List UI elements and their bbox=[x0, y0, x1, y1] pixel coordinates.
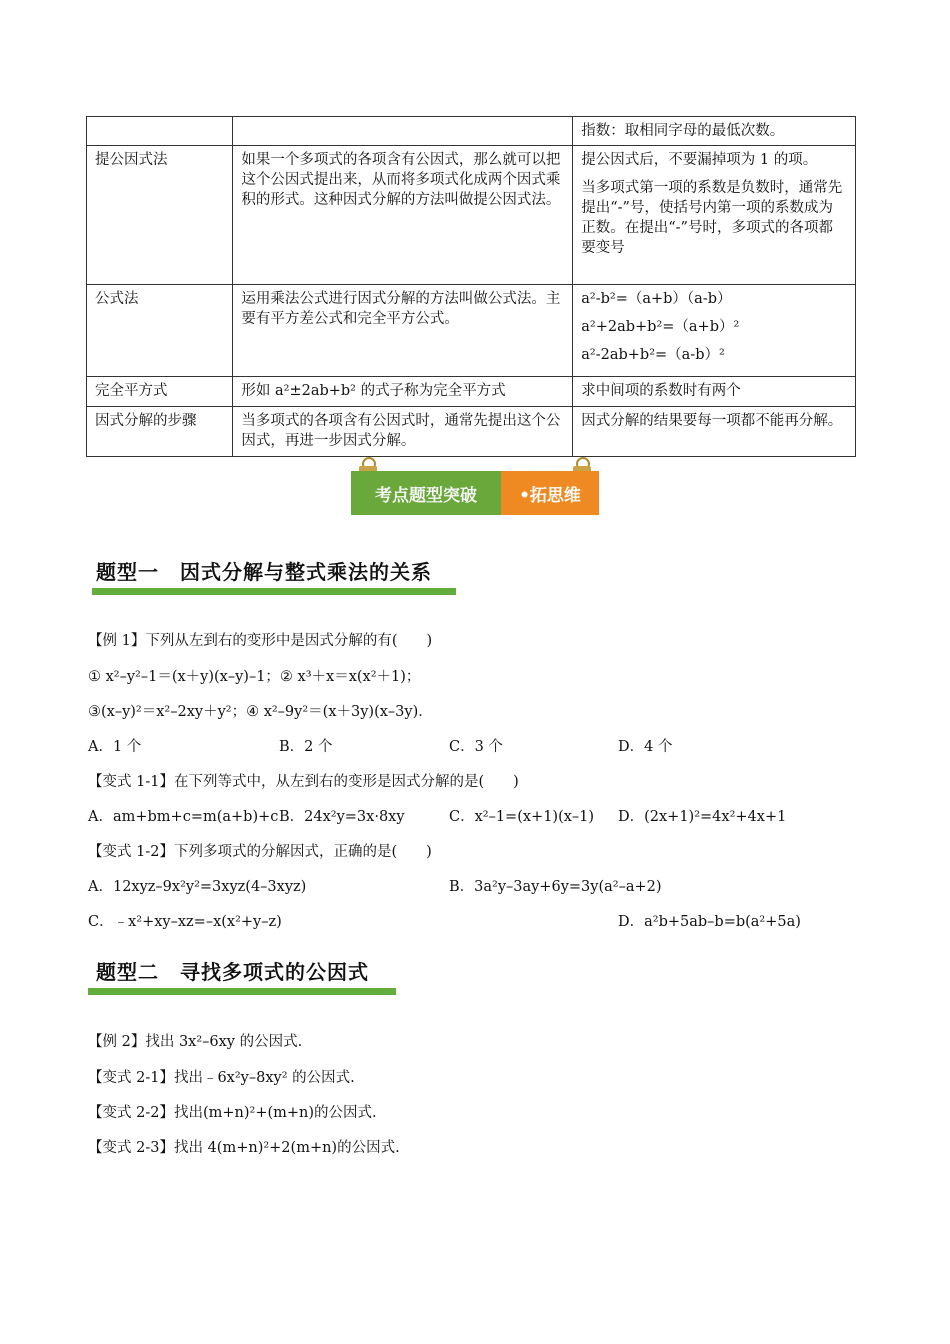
variant-question: 【变式 2-2】找出(m+n)²+(m+n)的公因式. bbox=[88, 1105, 377, 1121]
example-question: 【例 1】下列从左到右的变形中是因式分解的有( ) bbox=[88, 633, 433, 649]
section-banner bbox=[351, 457, 599, 519]
answer-option: D．(2x+1)²=4x²+4x+1 bbox=[618, 809, 787, 825]
method-definition: 运用乘法公式进行因式分解的方法叫做公式法。主要有平方差公式和完全平方公式。 bbox=[241, 291, 561, 327]
method-name: 因式分解的步骤 bbox=[95, 413, 197, 429]
method-note: 提公因式后，不要漏掉项为 1 的项。 bbox=[581, 152, 818, 168]
cell-text: 指数：取相同字母的最低次数。 bbox=[581, 123, 785, 139]
table-cell bbox=[573, 377, 856, 407]
variant-question: 【变式 1-2】下列多项式的分解因式，正确的是( ) bbox=[88, 844, 432, 860]
method-note: 求中间项的系数时有两个 bbox=[581, 383, 741, 399]
table-row bbox=[87, 285, 856, 377]
table-cell bbox=[573, 407, 856, 457]
answer-option: C．x²–1=(x+1)(x–1) bbox=[449, 809, 595, 825]
table-cell bbox=[573, 146, 856, 285]
table-row bbox=[87, 117, 856, 146]
table-cell bbox=[87, 146, 233, 285]
table-cell bbox=[87, 285, 233, 377]
table-cell bbox=[233, 146, 573, 285]
answer-option: A．am+bm+c=m(a+b)+c bbox=[88, 809, 279, 825]
formula: a²-b²=（a+b）（a-b） bbox=[581, 291, 732, 307]
question-items: ① x²–y²–1＝(x＋y)(x–y)–1；② x³＋x＝x(x²＋1)； bbox=[88, 669, 421, 685]
answer-option: B．3a²y–3ay+6y=3y(a²–a+2) bbox=[449, 879, 662, 895]
table-cell bbox=[87, 377, 233, 407]
method-name: 完全平方式 bbox=[95, 383, 168, 399]
table-row bbox=[87, 146, 856, 285]
table-cell bbox=[573, 285, 856, 377]
example-question: 【例 2】找出 3x²–6xy 的公因式. bbox=[88, 1034, 303, 1050]
section-title: 题型二 寻找多项式的公因式 bbox=[96, 960, 369, 984]
answer-option: B．24x²y=3x·8xy bbox=[279, 809, 405, 825]
method-definition: 当多项式的各项含有公因式时，通常先提出这个公因式，再进一步因式分解。 bbox=[241, 413, 561, 449]
table-cell bbox=[233, 117, 573, 146]
method-definition: 形如 a²±2ab+b² 的式子称为完全平方式 bbox=[241, 383, 506, 399]
formula: a²+2ab+b²=（a+b）² bbox=[581, 319, 740, 335]
section-title: 题型一 因式分解与整式乘法的关系 bbox=[96, 560, 432, 584]
table-cell bbox=[87, 407, 233, 457]
answer-option: B．2 个 bbox=[279, 739, 333, 755]
table-cell bbox=[233, 377, 573, 407]
variant-question: 【变式 2-3】找出 4(m+n)²+2(m+n)的公因式. bbox=[88, 1140, 400, 1156]
section-underline bbox=[88, 988, 396, 995]
table-cell bbox=[573, 117, 856, 146]
method-name: 公式法 bbox=[95, 291, 139, 307]
answer-option: A．1 个 bbox=[88, 739, 142, 755]
answer-option: C．3 个 bbox=[449, 739, 503, 755]
variant-question: 【变式 1-1】在下列等式中，从左到右的变形是因式分解的是( ) bbox=[88, 774, 519, 790]
question-items: ③(x–y)²＝x²–2xy＋y²；④ x²–9y²＝(x＋3y)(x–3y)． bbox=[88, 704, 433, 720]
variant-question: 【变式 2-1】找出﹣6x²y–8xy² 的公因式. bbox=[88, 1070, 355, 1086]
table-row bbox=[87, 377, 856, 407]
answer-option: A．12xyz–9x²y²=3xyz(4–3xyz) bbox=[88, 879, 307, 895]
section-underline bbox=[92, 588, 456, 595]
table-cell bbox=[87, 117, 233, 146]
formula: a²-2ab+b²=（a-b）² bbox=[581, 347, 725, 363]
method-note: 当多项式第一项的系数是负数时，通常先提出“-”号，使括号内第一项的系数成为正数。在提出“-”号时，多项式的各项都要变号 bbox=[581, 180, 843, 256]
table-cell bbox=[233, 285, 573, 377]
banner-subtitle: •拓思维 bbox=[501, 471, 599, 515]
banner-title: 考点题型突破 bbox=[351, 471, 501, 515]
answer-option: D．a²b+5ab–b=b(a²+5a) bbox=[618, 914, 801, 930]
method-definition: 如果一个多项式的各项含有公因式，那么就可以把这个公因式提出来，从而将多项式化成两个因式乘积的形式。这种因式分解的方法叫做提公因式法。 bbox=[241, 152, 561, 208]
method-name: 提公因式法 bbox=[95, 152, 168, 168]
table-row bbox=[87, 407, 856, 457]
method-note: 因式分解的结果要每一项都不能再分解。 bbox=[581, 413, 843, 429]
table-cell bbox=[233, 407, 573, 457]
summary-table bbox=[86, 116, 856, 457]
answer-option: C．﹣x²+xy–xz=–x(x²+y–z) bbox=[88, 914, 282, 930]
answer-option: D．4 个 bbox=[618, 739, 673, 755]
